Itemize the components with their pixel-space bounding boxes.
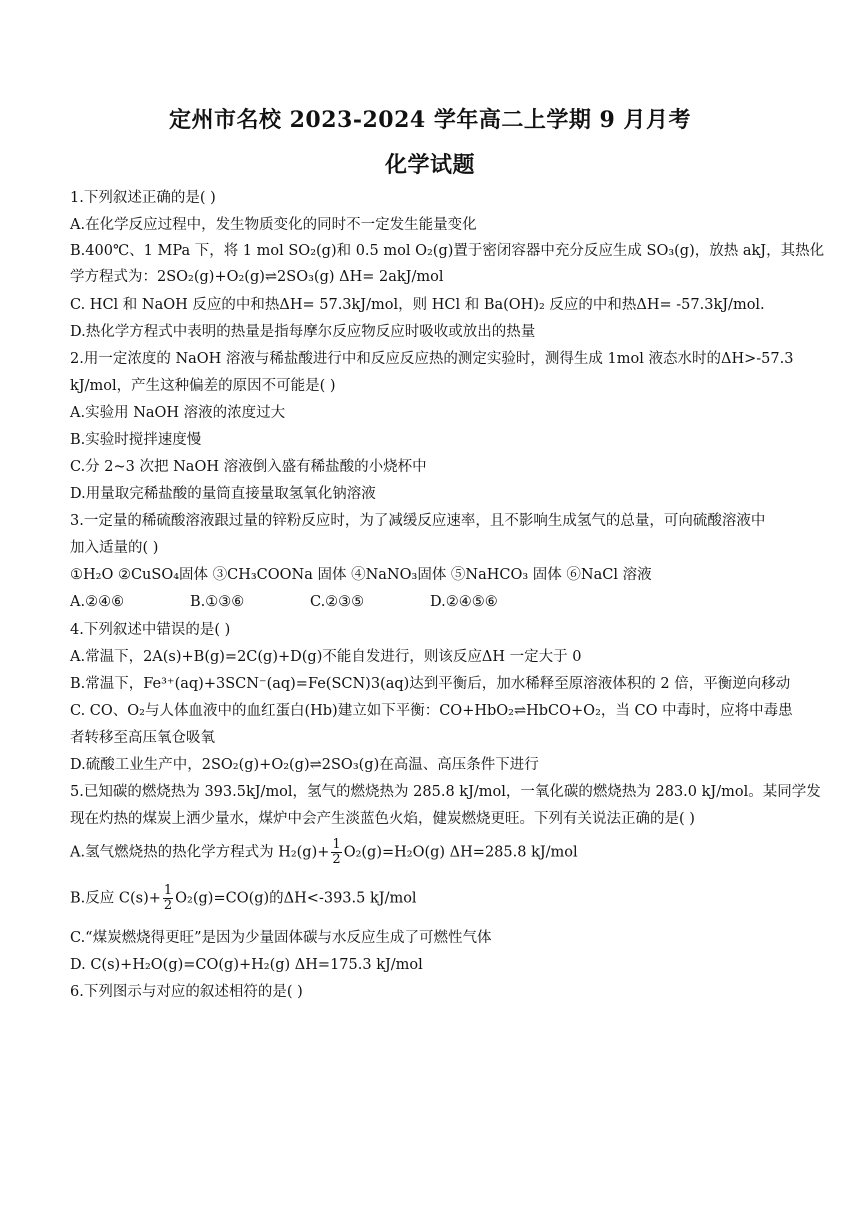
q3-items: ①H₂O ②CuSO₄固体 ③CH₃COONa 固体 ④NaNO₃固体 ⑤NaHCO₃ 固体 ⑥NaCl 溶液 — [70, 567, 652, 583]
q4-stem: 4.下列叙述中错误的是( ) — [70, 622, 231, 638]
q6-stem: 6.下列图示与对应的叙述相符的是( ) — [70, 984, 303, 1000]
q3-option-a: A.②④⑥ — [70, 594, 125, 610]
q5-stem-line1: 5.已知碳的燃烧热为 393.5kJ/mol，氢气的燃烧热为 285.8 kJ/mol，一氧化碳的燃烧热为 283.0 kJ/mol。某同学发 — [70, 784, 821, 800]
q3-option-b: B.①③⑥ — [190, 594, 245, 610]
q2-option-a: A.实验用 NaOH 溶液的浓度过大 — [70, 405, 286, 421]
q3-option-c: C.②③⑤ — [310, 594, 365, 610]
fraction-one-half: $\frac{1}{2}$ — [332, 837, 341, 867]
q3-option-d: D.②④⑤⑥ — [430, 594, 498, 610]
fraction-one-half: $\frac{1}{2}$ — [163, 883, 173, 913]
q5-stem-line2: 现在灼热的煤炭上洒少量水，煤炉中会产生淡蓝色火焰，健炭燃烧更旺。下列有关说法正确的是( ) — [70, 811, 695, 827]
q4-option-b: B.常温下，Fe³⁺(aq)+3SCN⁻(aq)=Fe(SCN)3(aq)达到平衡后，加水稀释至原溶液体积的 2 倍，平衡逆向移动 — [70, 676, 791, 692]
q2-option-d: D.用量取完稀盐酸的量筒直接量取氢氧化钠溶液 — [70, 486, 376, 502]
q2-stem-line2: kJ/mol，产生这种偏差的原因不可能是( ) — [70, 378, 336, 394]
q2-option-b: B.实验时搅拌速度慢 — [70, 432, 202, 448]
q3-stem-line2: 加入适量的( ) — [70, 540, 159, 556]
q5-option-a-prefix: A.氢气燃烧热的热化学方程式为 H₂(g)+ — [70, 844, 330, 861]
q1-option-a: A.在化学反应过程中，发生物质变化的同时不一定发生能量变化 — [70, 217, 477, 233]
q1-option-d: D.热化学方程式中表明的热量是指每摩尔反应物反应时吸收或放出的热量 — [70, 324, 536, 340]
q5-option-a-suffix: O₂(g)=H₂O(g) ΔH=285.8 kJ/mol — [343, 844, 578, 861]
q5-option-c: C.“煤炭燃烧得更旺”是因为少量固体碳与水反应生成了可燃性气体 — [70, 930, 492, 946]
q2-option-c: C.分 2~3 次把 NaOH 溶液倒入盛有稀盐酸的小烧杯中 — [70, 459, 427, 475]
q1-option-c: C. HCl 和 NaOH 反应的中和热ΔH= 57.3kJ/mol，则 HCl 和 Ba(OH)₂ 反应的中和热ΔH= -57.3kJ/mol. — [70, 297, 765, 313]
q5-option-b-suffix: O₂(g)=CO(g)的ΔH<-393.5 kJ/mol — [175, 890, 417, 907]
q5-option-d: D. C(s)+H₂O(g)=CO(g)+H₂(g) ΔH=175.3 kJ/mol — [70, 957, 423, 973]
q5-option-b-prefix: B.反应 C(s)+ — [70, 890, 161, 907]
q3-stem-line1: 3.一定量的稀硫酸溶液跟过量的锌粉反应时，为了减缓反应速率，且不影响生成氢气的总量，可向硫酸溶液中 — [70, 513, 766, 529]
q3-options — [70, 593, 610, 611]
exam-subtitle: 化学试题 — [384, 152, 475, 178]
q4-option-c-line2: 者转移至高压氧仓吸氧 — [70, 730, 215, 746]
q1-option-b-line2: 学方程式为：2SO₂(g)+O₂(g)⇌2SO₃(g) ΔH= 2akJ/mol — [70, 269, 444, 285]
q1-option-b-line1: B.400℃、1 MPa 下，将 1 mol SO₂(g)和 0.5 mol O₂(g)置于密闭容器中充分反应生成 SO₃(g)，放热 akJ，其热化 — [70, 243, 825, 259]
exam-title: 定州市名校 2023-2024 学年高二上学期 9 月月考 — [168, 107, 692, 133]
q4-option-a: A.常温下，2A(s)+B(g)=2C(g)+D(g)不能自发进行，则该反应ΔH 一定大于 0 — [70, 649, 582, 665]
q4-option-c-line1: C. CO、O₂与人体血液中的血红蛋白(Hb)建立如下平衡：CO+HbO₂⇌HbCO+O₂，当 CO 中毒时，应将中毒患 — [70, 703, 793, 719]
q4-option-d: D.硫酸工业生产中，2SO₂(g)+O₂(g)⇌2SO₃(g)在高温、高压条件下进行 — [70, 757, 539, 773]
q5-option-b — [70, 884, 800, 913]
q2-stem-line1: 2.用一定浓度的 NaOH 溶液与稀盐酸进行中和反应反应热的测定实验时，测得生成 1mol 液态水时的ΔH>-57.3 — [70, 351, 794, 367]
q5-option-a — [70, 838, 800, 867]
q1-stem: 1.下列叙述正确的是( ) — [70, 190, 216, 206]
